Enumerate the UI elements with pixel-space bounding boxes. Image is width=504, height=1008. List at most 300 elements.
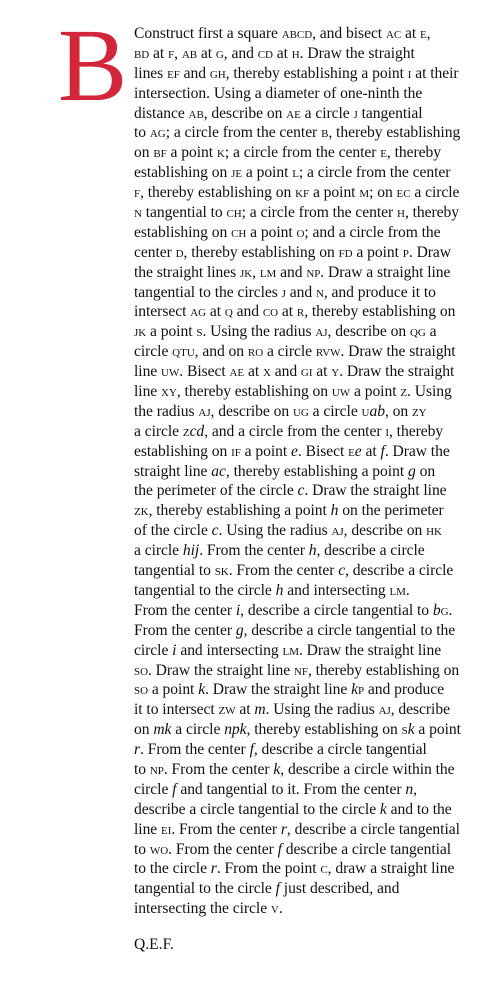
italic-label: k	[407, 721, 415, 739]
point-label: jk	[240, 263, 253, 281]
point-label: ab	[188, 104, 204, 122]
text-run: tangential	[357, 104, 423, 122]
point-label: qtu	[172, 343, 195, 361]
italic-label: b	[432, 601, 441, 619]
text-line	[134, 760, 488, 780]
text-run: , describe a circle tangential	[253, 741, 427, 759]
text-run: , describe on	[327, 323, 410, 341]
text-run: a circle	[410, 184, 460, 202]
text-run: at	[361, 442, 381, 460]
text-run: tangential to the circle	[134, 581, 276, 599]
text-run: , thereby establishing a point	[225, 462, 408, 480]
point-label: ae	[286, 104, 301, 122]
point-label: e	[348, 442, 355, 460]
italic-label: f	[277, 840, 282, 858]
point-label: d	[175, 243, 184, 261]
text-run: . Draw a straight line	[320, 263, 451, 281]
point-label: xy	[161, 383, 177, 401]
text-run: line	[134, 363, 162, 381]
text-run: From the center	[134, 621, 236, 639]
text-run: , and bisect	[312, 25, 386, 42]
text-run: to	[134, 124, 150, 142]
text-run: center	[134, 243, 176, 261]
point-label: sk	[214, 562, 229, 580]
text-run: to the circle	[134, 860, 211, 878]
point-label: p	[357, 681, 365, 699]
point-label: o	[296, 223, 305, 241]
text-run: to	[134, 760, 150, 778]
point-label: ch	[226, 204, 242, 222]
text-run: . From the center	[228, 562, 339, 580]
point-label: hk	[426, 522, 442, 540]
italic-label: mk	[153, 721, 172, 739]
point-label: g	[440, 601, 449, 619]
text-run: . Using the radius	[265, 701, 379, 719]
point-label: rvw	[315, 343, 341, 361]
text-run: lines	[134, 64, 168, 82]
text-run: at	[244, 363, 263, 381]
text-run: straight line	[134, 462, 212, 480]
text-run: , thereby establishing a point	[225, 64, 408, 82]
text-line	[134, 24, 488, 44]
text-line	[134, 820, 488, 840]
italic-label: h	[330, 502, 339, 520]
point-label: h	[397, 204, 405, 222]
text-run: .	[448, 601, 453, 619]
text-run: , thereby establishing a point	[148, 502, 331, 520]
text-line	[134, 481, 488, 501]
point-label: kf	[295, 184, 310, 202]
text-run: . From the center	[140, 741, 250, 759]
text-run: , thereby establishing on	[183, 243, 339, 261]
text-run: just described, and	[279, 880, 400, 898]
text-line	[134, 44, 488, 64]
point-label: ro	[247, 343, 264, 361]
text-run: . Draw the straight line	[304, 482, 447, 500]
text-line	[134, 283, 488, 303]
text-run: . From the center	[171, 820, 281, 838]
text-run: . Using	[407, 383, 452, 401]
text-run: , describe a circle tangential	[286, 820, 460, 838]
point-label: e	[380, 144, 387, 162]
point-label: u	[361, 402, 370, 420]
text-run: on	[134, 721, 154, 739]
text-run: a circle	[134, 542, 183, 560]
text-run: on the perimeter	[338, 502, 444, 520]
text-run: and produce	[364, 681, 444, 699]
text-run: ,	[426, 25, 431, 42]
text-line	[134, 442, 488, 462]
text-run: a	[425, 323, 437, 341]
point-label: je	[231, 164, 242, 182]
italic-label: ab	[369, 402, 385, 420]
text-run: , thereby	[404, 204, 460, 222]
point-label: s	[196, 323, 203, 341]
italic-label: r	[210, 860, 217, 878]
point-label: c	[320, 860, 328, 878]
text-line	[134, 641, 488, 661]
text-run: Construct first a square	[134, 25, 282, 42]
point-label: if	[231, 442, 241, 460]
italic-label: e	[291, 442, 298, 460]
italic-label: h	[275, 581, 284, 599]
point-label: i	[407, 64, 412, 82]
point-label: lm	[389, 581, 406, 599]
point-label: zy	[412, 402, 427, 420]
point-label: x	[262, 363, 271, 381]
text-run: circle	[134, 641, 173, 659]
point-label: bf	[153, 144, 167, 162]
text-run: , thereby establishing	[328, 124, 461, 142]
text-run: , describe a circle tangential to the	[243, 621, 456, 639]
italic-label: cd	[189, 422, 205, 440]
point-label: j	[281, 283, 286, 301]
text-line	[134, 581, 488, 601]
text-run: , thereby establishing on	[140, 184, 296, 202]
italic-label: g	[235, 621, 244, 639]
text-run: . Using the radius	[218, 522, 332, 540]
point-label: zw	[218, 701, 236, 719]
text-run: describe a circle tangential to the circle	[134, 800, 380, 818]
text-run: ,	[174, 44, 182, 62]
point-label: k	[216, 144, 225, 162]
point-label: lm	[282, 641, 299, 659]
text-run: line	[134, 820, 162, 838]
italic-label: f	[380, 442, 385, 460]
text-run: and tangential to it. From the center	[176, 780, 406, 798]
text-line	[134, 621, 488, 641]
point-label: s	[401, 721, 408, 739]
text-run: line	[134, 383, 162, 401]
italic-label: e	[354, 442, 362, 460]
point-label: g	[215, 44, 224, 62]
text-run: ; on	[369, 184, 397, 202]
text-line	[134, 342, 488, 362]
text-run: a circle	[263, 343, 316, 361]
text-run: establishing on	[134, 164, 232, 182]
text-line	[134, 700, 488, 720]
text-run: at	[197, 44, 216, 62]
text-run: , thereby establishing on	[304, 303, 456, 321]
text-run: tangential to the circles	[134, 283, 282, 301]
point-label: aj	[315, 323, 328, 341]
point-label: co	[262, 303, 279, 321]
text-run: , thereby establishing on	[307, 661, 460, 679]
text-run: at	[312, 363, 332, 381]
text-run: establishing on	[134, 442, 232, 460]
italic-label: c	[297, 482, 305, 500]
text-line	[134, 203, 488, 223]
point-label: ae	[229, 363, 245, 381]
text-run: and	[179, 64, 210, 82]
point-label: so	[134, 681, 148, 699]
point-label: ag	[149, 124, 166, 142]
text-line	[134, 402, 488, 422]
text-line	[134, 601, 488, 621]
text-run: a point	[414, 721, 461, 739]
text-line	[134, 521, 488, 541]
text-line	[134, 322, 488, 342]
text-line	[134, 104, 488, 124]
text-run: tangential to the circle	[134, 880, 276, 898]
point-label: ef	[167, 64, 180, 82]
point-label: uw	[161, 363, 180, 381]
text-line	[134, 143, 488, 163]
text-line	[134, 541, 488, 561]
text-line	[134, 859, 488, 879]
point-label: bd	[134, 44, 150, 62]
text-run: tangential to	[141, 204, 227, 222]
point-label: ab	[181, 44, 198, 62]
point-label: cd	[257, 44, 273, 62]
text-line	[134, 780, 488, 800]
italic-label: r	[280, 820, 287, 838]
text-run: distance	[134, 104, 189, 122]
text-run: a point	[246, 223, 297, 241]
point-label: jk	[134, 323, 147, 341]
italic-label: n	[405, 780, 414, 798]
drop-cap: B	[58, 8, 128, 123]
text-line	[134, 800, 488, 820]
text-run: . Draw the straight	[299, 44, 415, 62]
text-run: , describe on	[343, 522, 427, 540]
text-run: to	[134, 840, 150, 858]
text-run: a point	[352, 243, 403, 261]
point-label: h	[291, 44, 300, 62]
point-label: q	[224, 303, 233, 321]
point-label: ch	[231, 223, 247, 241]
text-line	[134, 561, 488, 581]
point-label: ag	[190, 303, 207, 321]
point-label: n	[315, 283, 324, 301]
text-line	[134, 879, 488, 899]
text-run: , describe a circle	[316, 542, 425, 560]
text-run: a point	[166, 144, 217, 162]
point-label: z	[400, 383, 408, 401]
text-run: , thereby establishing on	[246, 721, 402, 739]
point-label: v	[270, 900, 279, 918]
text-run: . Bisect	[179, 363, 230, 381]
text-run: ; and a circle from the	[304, 223, 441, 241]
italic-label: hij	[182, 542, 200, 560]
text-run: at	[272, 44, 292, 62]
text-run: ; a circle from the center	[165, 124, 322, 142]
point-label: gh	[209, 64, 226, 82]
text-run: a circle	[308, 402, 362, 420]
text-run: . Draw	[408, 243, 452, 261]
text-run: . Draw the straight line	[147, 661, 294, 679]
point-label: lm	[259, 263, 277, 281]
text-run: ; a circle from the center	[298, 164, 451, 182]
text-run: a point	[242, 164, 293, 182]
point-label: m	[359, 184, 370, 202]
text-run: tangential to	[134, 562, 215, 580]
text-run: , describe a circle	[345, 562, 454, 580]
text-line	[134, 840, 488, 860]
italic-label: k	[198, 681, 206, 699]
text-run: , describe a circle within the	[280, 760, 455, 778]
text-run: at	[401, 25, 420, 42]
text-run: intersecting the circle	[134, 900, 271, 918]
text-run: a circle	[171, 721, 225, 739]
text-run: at	[278, 303, 297, 321]
text-run: .	[278, 900, 283, 918]
text-run: and	[232, 303, 263, 321]
text-run: . Bisect	[297, 442, 349, 460]
italic-label: i	[172, 641, 177, 659]
italic-label: c	[338, 562, 346, 580]
text-run: . Draw the straight line	[205, 681, 352, 699]
text-run: at	[149, 44, 169, 62]
point-label: nf	[293, 661, 308, 679]
point-label: b	[321, 124, 329, 142]
text-run: ; a circle from the center	[241, 204, 398, 222]
point-label: fd	[338, 243, 353, 261]
text-run: a point	[240, 442, 292, 460]
text-run: the radius	[134, 402, 199, 420]
text-line	[134, 422, 488, 442]
text-run: circle	[134, 780, 173, 798]
point-label: r	[296, 303, 305, 321]
text-run: , and produce it to	[323, 283, 436, 301]
text-run: , and	[223, 44, 258, 62]
text-run: , describe on	[210, 402, 293, 420]
text-line	[134, 183, 488, 203]
italic-label: k	[379, 800, 387, 818]
italic-label: ac	[211, 462, 226, 480]
point-label: ei	[161, 820, 172, 838]
text-run: ,	[413, 780, 417, 798]
italic-label: c	[211, 522, 219, 540]
italic-label: k	[273, 760, 281, 778]
text-line	[134, 661, 488, 681]
text-run: . From the point	[216, 860, 321, 878]
text-run: , thereby	[386, 144, 441, 162]
text-run: , thereby establishing on	[176, 383, 332, 401]
text-run: . Draw the	[384, 442, 450, 460]
text-run: at	[235, 701, 255, 719]
text-line	[134, 362, 488, 382]
text-run: a circle	[300, 104, 354, 122]
text-run: , describe a circle tangential to	[240, 601, 433, 619]
italic-label: i	[235, 601, 241, 619]
text-run: it to intersect	[134, 701, 219, 719]
text-run: on	[415, 462, 436, 480]
text-run: a point	[350, 383, 401, 401]
text-run: circle	[134, 343, 173, 361]
text-run: , and a circle from the center	[204, 422, 386, 440]
text-run: a point	[147, 681, 199, 699]
point-label: i	[385, 422, 389, 440]
point-label: y	[331, 363, 340, 381]
text-run: and	[276, 263, 307, 281]
italic-label: h	[308, 542, 317, 560]
text-run: describe a circle tangential	[281, 840, 452, 858]
text-run: intersect	[134, 303, 191, 321]
qef-closing: Q.E.F.	[134, 936, 174, 953]
point-label: aj	[198, 402, 211, 420]
point-label: p	[402, 243, 409, 261]
point-label: so	[134, 661, 148, 679]
point-label: z	[182, 422, 190, 440]
point-label: ac	[385, 25, 402, 42]
construction-paragraph	[134, 24, 488, 919]
text-run: a point	[146, 323, 197, 341]
point-label: l	[292, 164, 299, 182]
text-run: at their	[411, 64, 459, 82]
italic-label: f	[249, 741, 254, 759]
italic-label: f	[275, 880, 280, 898]
italic-label: m	[254, 701, 266, 719]
text-run: .	[405, 581, 410, 599]
point-label: n	[134, 204, 142, 222]
text-line	[134, 740, 488, 760]
point-label: f	[168, 44, 175, 62]
text-line	[134, 720, 488, 740]
text-run: , on	[384, 402, 412, 420]
point-label: qg	[409, 323, 426, 341]
italic-label: f	[172, 780, 177, 798]
text-run: ,	[252, 263, 260, 281]
point-label: ec	[396, 184, 411, 202]
text-line	[134, 223, 488, 243]
point-label: ug	[293, 402, 309, 420]
text-line	[134, 123, 488, 143]
text-run: , thereby	[388, 422, 444, 440]
text-run: and to the	[386, 800, 452, 818]
text-line	[134, 84, 488, 104]
text-run: establishing on	[134, 223, 232, 241]
text-run: and	[285, 283, 316, 301]
text-line	[134, 263, 488, 283]
point-label: np	[149, 760, 164, 778]
text-run: From the center	[134, 601, 236, 619]
text-run: at	[206, 303, 225, 321]
text-run: . Draw the straight	[340, 343, 456, 361]
text-run: and intersecting	[283, 581, 390, 599]
point-label: zk	[134, 502, 149, 520]
italic-label: k	[351, 681, 358, 699]
text-run: and intersecting	[176, 641, 283, 659]
text-run: ; a circle from the center	[224, 144, 381, 162]
point-label: aj	[378, 701, 391, 719]
point-label: e	[420, 25, 427, 42]
text-run: , and on	[194, 343, 248, 361]
text-line	[134, 243, 488, 263]
text-line	[134, 501, 488, 521]
point-label: abcd	[281, 25, 313, 42]
point-label: gi	[300, 363, 313, 381]
text-run: . From the center	[163, 760, 274, 778]
point-label: f	[134, 184, 141, 202]
text-line	[134, 382, 488, 402]
text-run: the perimeter of the circle	[134, 482, 298, 500]
text-run: a circle	[134, 422, 183, 440]
text-run: of the circle	[134, 522, 212, 540]
text-line	[134, 64, 488, 84]
point-label: uw	[331, 383, 351, 401]
text-line	[134, 163, 488, 183]
text-line	[134, 899, 488, 919]
point-label: wo	[149, 840, 169, 858]
italic-label: g	[407, 462, 416, 480]
text-run: , draw a straight line	[327, 860, 455, 878]
text-line	[134, 462, 488, 482]
text-line	[134, 302, 488, 322]
text-line	[134, 680, 488, 700]
text-run: , describe	[390, 701, 450, 719]
text-run: . Draw the straight	[339, 363, 455, 381]
